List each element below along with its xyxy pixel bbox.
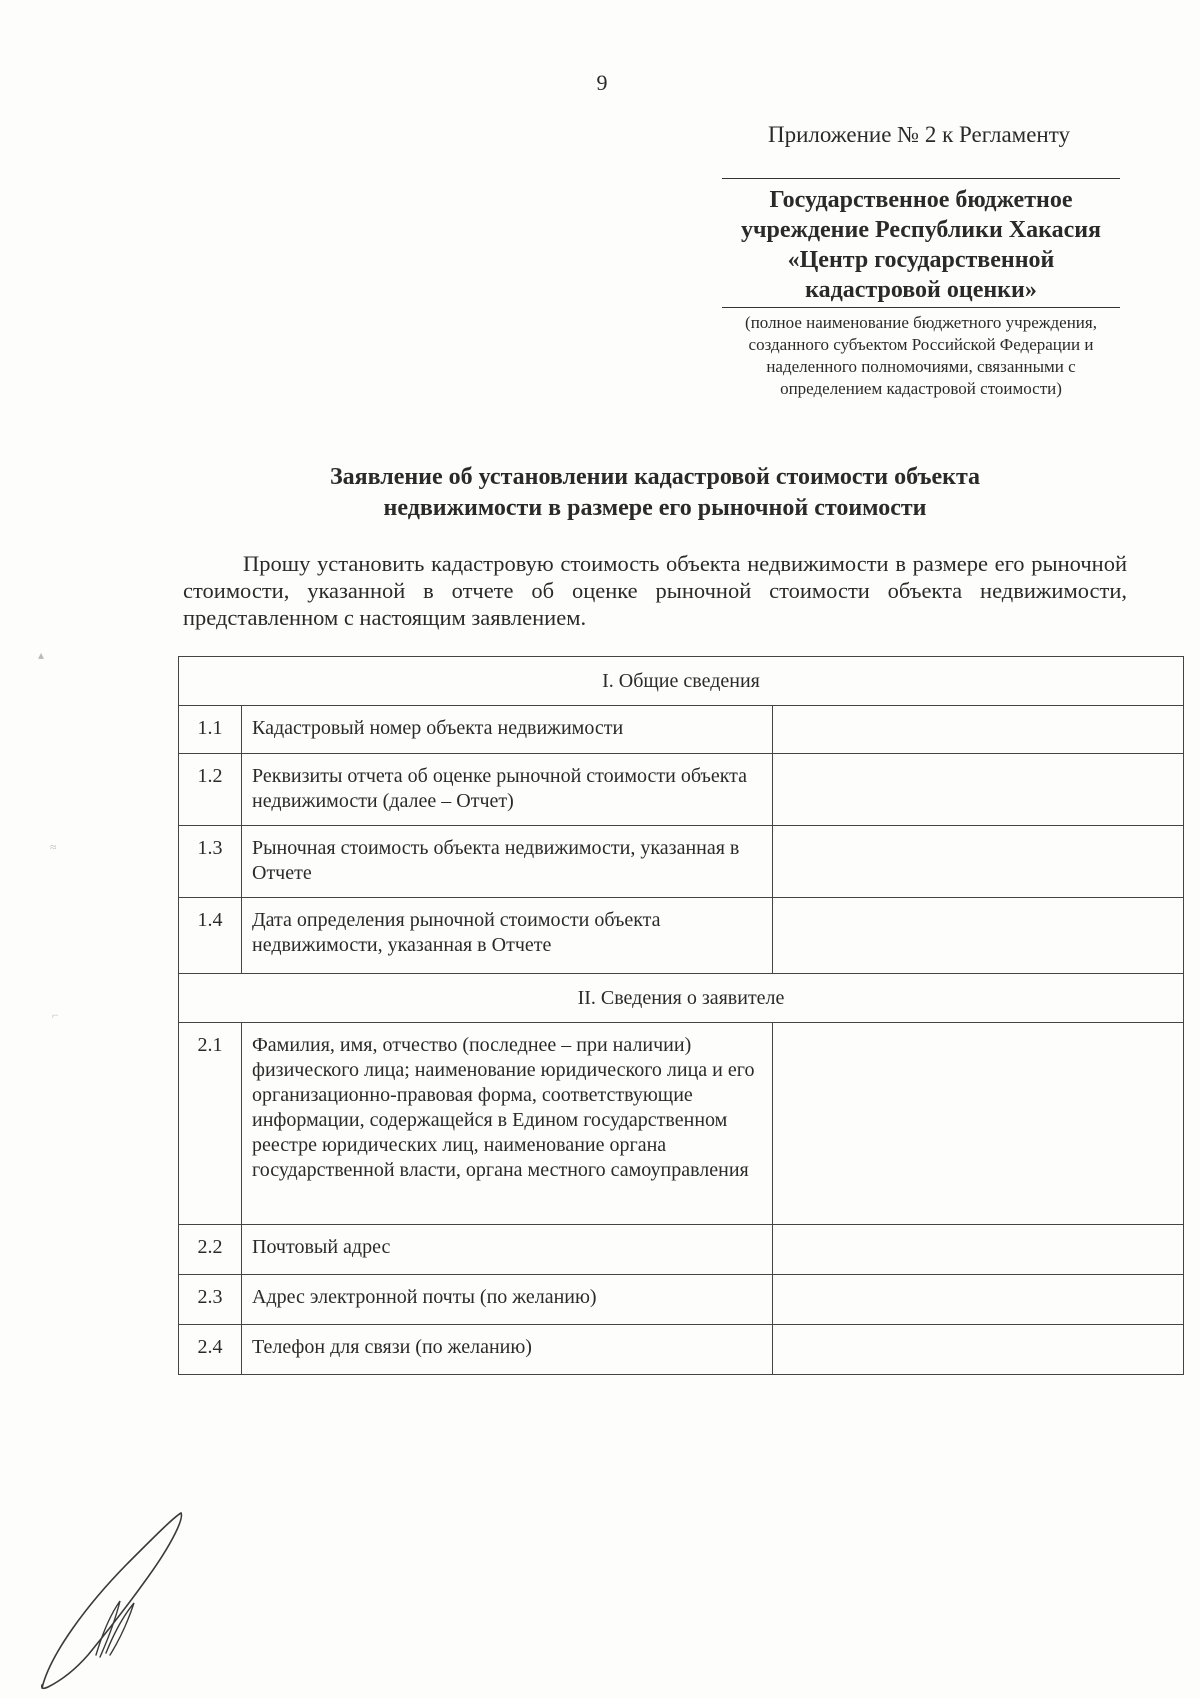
row-number: 2.4 xyxy=(179,1325,242,1375)
row-number: 1.1 xyxy=(179,706,242,754)
table-row xyxy=(179,706,1184,754)
value-field[interactable] xyxy=(773,1225,1184,1275)
row-label: Кадастровый номер объекта недвижимости xyxy=(242,706,773,754)
recipient-block xyxy=(722,178,1120,400)
table-row xyxy=(179,754,1184,826)
value-field[interactable] xyxy=(773,1275,1184,1325)
row-label: Адрес электронной почты (по желанию) xyxy=(242,1275,773,1325)
intro-paragraph: Прошу установить кадастровую стоимость объекта недвижимости в размере его рыночной стоимости, указанной в отчете об оценке рыночной стоимости объекта недвижимости, представленном с настоящим заявлением. xyxy=(183,551,1127,630)
table-row xyxy=(179,1225,1184,1275)
value-field[interactable] xyxy=(773,754,1184,826)
value-field[interactable] xyxy=(773,706,1184,754)
section-heading: II. Сведения о заявителе xyxy=(179,974,1184,1023)
value-field[interactable] xyxy=(773,826,1184,898)
document-title xyxy=(180,462,1130,524)
row-number: 1.2 xyxy=(179,754,242,826)
recipient-name: Государственное бюджетное учреждение Республики Хакасия «Центр государственной кадастровой оценки» xyxy=(740,187,1102,303)
section-header-row xyxy=(179,974,1184,1023)
application-form-table xyxy=(178,656,1184,1375)
title-line-2: недвижимости в размере его рыночной стоимости xyxy=(383,495,927,521)
title-line-1: Заявление об установлении кадастровой стоимости объекта xyxy=(329,464,981,490)
signature xyxy=(36,1505,186,1695)
table-row xyxy=(179,826,1184,898)
value-field[interactable] xyxy=(773,1325,1184,1375)
row-label: Реквизиты отчета об оценке рыночной стоимости объекта недвижимости (далее – Отчет) xyxy=(242,754,773,826)
row-label: Почтовый адрес xyxy=(242,1225,773,1275)
table-row xyxy=(179,1325,1184,1375)
table-row xyxy=(179,1023,1184,1225)
divider xyxy=(722,307,1120,308)
row-number: 2.1 xyxy=(179,1023,242,1225)
recipient-note: (полное наименование бюджетного учреждения, созданного субъектом Российской Федерации и наделенного полномочиями, связанными с определением кадастровой стоимости) xyxy=(745,313,1097,398)
table-row xyxy=(179,1275,1184,1325)
row-number: 2.2 xyxy=(179,1225,242,1275)
row-number: 2.3 xyxy=(179,1275,242,1325)
row-number: 1.3 xyxy=(179,826,242,898)
row-label: Телефон для связи (по желанию) xyxy=(242,1325,773,1375)
scan-mark: ≈ xyxy=(50,840,57,854)
value-field[interactable] xyxy=(773,1023,1184,1225)
scan-mark: ⌐ xyxy=(52,1008,59,1022)
scan-mark: ▴ xyxy=(38,648,45,662)
row-label: Дата определения рыночной стоимости объекта недвижимости, указанная в Отчете xyxy=(242,898,773,974)
row-label: Фамилия, имя, отчество (последнее – при наличии) физического лица; наименование юридического лица и его организационно-правовая форма, соответствующие информации, содержащейся в Едином государственном реестре юридических лиц, наименование органа государственной власти, органа местного самоуправления xyxy=(242,1023,773,1225)
value-field[interactable] xyxy=(773,898,1184,974)
appendix-label: Приложение № 2 к Регламенту xyxy=(767,122,1070,147)
section-header-row xyxy=(179,657,1184,706)
row-label: Рыночная стоимость объекта недвижимости, указанная в Отчете xyxy=(242,826,773,898)
page-number: 9 xyxy=(596,70,608,95)
section-heading: I. Общие сведения xyxy=(179,657,1184,706)
row-number: 1.4 xyxy=(179,898,242,974)
table-row xyxy=(179,898,1184,974)
